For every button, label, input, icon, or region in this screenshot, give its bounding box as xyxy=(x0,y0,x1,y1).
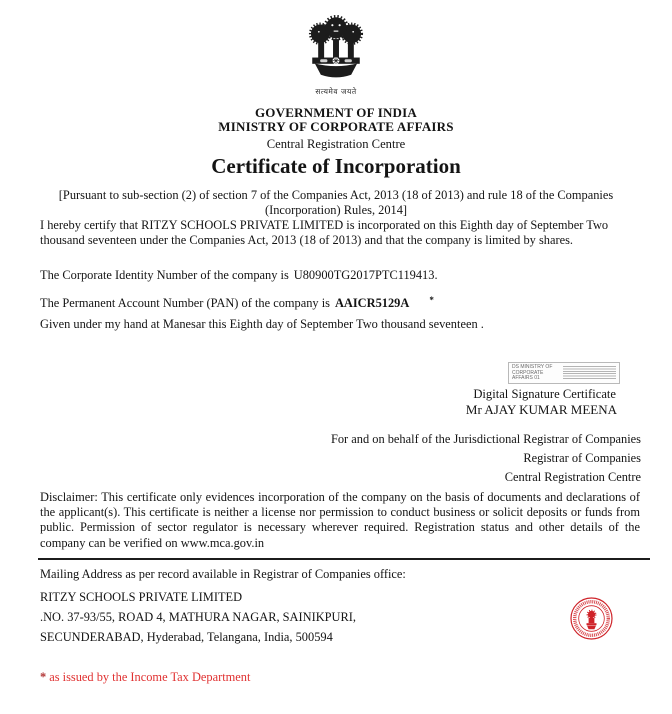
ds-box-fine-print xyxy=(563,366,616,380)
pan-line xyxy=(40,293,434,311)
cin-line xyxy=(40,268,438,283)
roc-red-seal-icon xyxy=(569,596,614,641)
cin-label: The Corporate Identity Number of the company is xyxy=(40,268,289,282)
digital-signature-stamp-box xyxy=(508,362,620,384)
red-seal xyxy=(569,596,614,641)
digital-signature-certificate-label: Digital Signature Certificate xyxy=(473,387,616,401)
mailing-address-heading: Mailing Address as per record available in Registrar of Companies office: xyxy=(40,567,406,581)
pan-value: AAICR5129A xyxy=(334,296,410,310)
central-registration-centre-line: Central Registration Centre xyxy=(504,470,641,484)
registrar-of-companies-line: Registrar of Companies xyxy=(523,451,641,465)
india-state-emblem-icon xyxy=(303,6,369,84)
horizontal-divider xyxy=(38,558,650,560)
pan-label: The Permanent Account Number (PAN) of the company is xyxy=(40,296,330,310)
mailing-address-line1: .NO. 37-93/55, ROAD 4, MATHURA NAGAR, SAINIKPURI, xyxy=(40,610,356,624)
certification-paragraph: I hereby certify that RITZY SCHOOLS PRIVATE LIMITED is incorporated on this Eighth day of September Two thousand seventeen under the Companies Act, 2013 (18 of 2013) and that the company is limited by shares. xyxy=(40,218,609,248)
ds-box-label: DS MINISTRY OF CORPORATE AFFAIRS 01 xyxy=(512,364,553,381)
ministry-heading: MINISTRY OF CORPORATE AFFAIRS xyxy=(218,119,454,134)
given-under-hand-line: Given under my hand at Manesar this Eighth day of September Two thousand seventeen . xyxy=(40,317,484,331)
pursuant-clause: [Pursuant to sub-section (2) of section 7 of the Companies Act, 2013 (18 of 2013) and rule 18 of the Companies (Incorporation) Rules, 2014] xyxy=(58,188,614,218)
pan-footnote xyxy=(40,670,250,685)
disclaimer-paragraph: Disclaimer: This certificate only evidences incorporation of the company on the basis of documents and declarations of the applicant(s). This certificate is neither a license nor permission to conduct business or solicit deposits or funds from public. Permission of sector regulator is necessary wherever required. Registration status and other details of the company can be verified on www.mca.gov.in xyxy=(40,490,640,550)
emblem-block xyxy=(0,6,672,97)
signatory-name: Mr AJAY KUMAR MEENA xyxy=(465,402,617,417)
mailing-company-name: RITZY SCHOOLS PRIVATE LIMITED xyxy=(40,590,243,604)
central-registration-centre-heading: Central Registration Centre xyxy=(266,137,406,151)
emblem-motto: सत्यमेव जयते xyxy=(315,87,357,96)
page-title: Certificate of Incorporation xyxy=(211,154,461,178)
mailing-address-line2: SECUNDERABAD, Hyderabad, Telangana, India, 500594 xyxy=(40,630,333,644)
pan-footnote-marker: * xyxy=(429,295,434,305)
cin-value: U80900TG2017PTC119413. xyxy=(293,268,438,282)
footnote-asterisk: * xyxy=(40,670,47,684)
footnote-text: as issued by the Income Tax Department xyxy=(49,670,251,684)
on-behalf-line: For and on behalf of the Jurisdictional Registrar of Companies xyxy=(330,432,641,446)
government-of-india-heading: GOVERNMENT OF INDIA xyxy=(255,105,417,120)
